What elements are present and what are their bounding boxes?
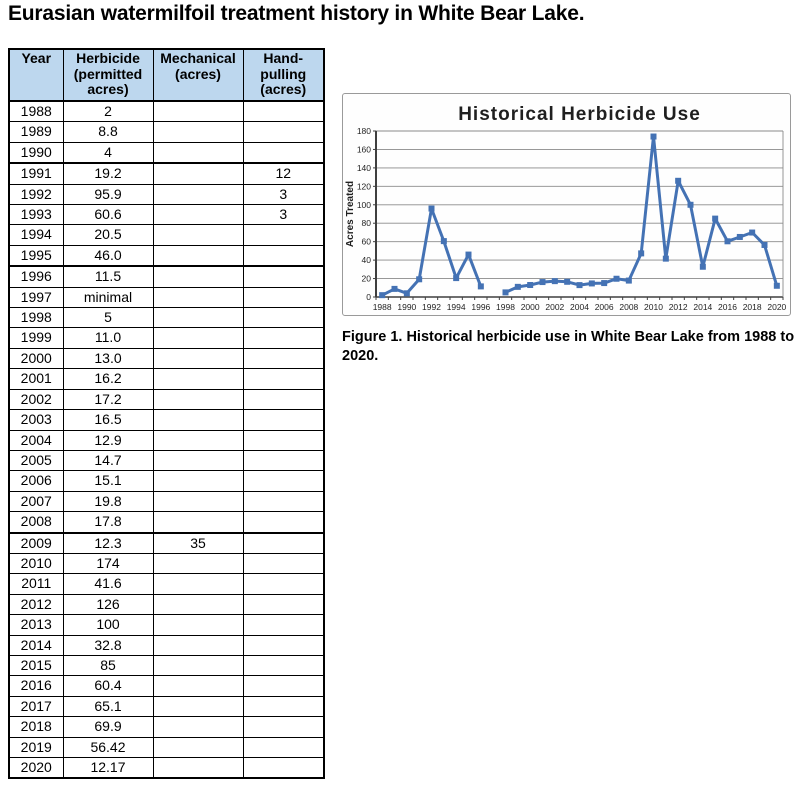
mechanical-cell <box>153 205 243 225</box>
year-cell: 2013 <box>9 615 63 635</box>
year-cell: 2011 <box>9 574 63 594</box>
x-tick-label: 1990 <box>397 302 417 312</box>
hand-pulling-cell <box>243 533 324 554</box>
chart-title: Historical Herbicide Use <box>458 104 701 125</box>
mechanical-cell <box>153 163 243 184</box>
mechanical-cell <box>153 491 243 511</box>
herbicide-cell: 12.9 <box>63 430 153 450</box>
data-marker <box>651 134 657 140</box>
hand-pulling-cell <box>243 142 324 163</box>
data-marker <box>466 252 472 258</box>
year-cell: 2002 <box>9 389 63 409</box>
x-tick-label: 1994 <box>446 302 466 312</box>
mechanical-cell <box>153 758 243 779</box>
herbicide-chart-figure <box>342 93 791 316</box>
table-row <box>9 122 324 142</box>
table-row <box>9 142 324 163</box>
x-tick-label: 2002 <box>545 302 565 312</box>
mechanical-cell <box>153 225 243 245</box>
year-cell: 2000 <box>9 348 63 368</box>
hand-pulling-cell <box>243 491 324 511</box>
year-cell: 1993 <box>9 205 63 225</box>
herbicide-cell: 19.2 <box>63 163 153 184</box>
hand-pulling-cell <box>243 758 324 779</box>
hand-pulling-cell <box>243 101 324 122</box>
data-marker <box>429 206 435 212</box>
x-tick-label: 2010 <box>644 302 663 312</box>
herbicide-cell: 60.6 <box>63 205 153 225</box>
table-row <box>9 266 324 287</box>
treatment-table <box>8 48 325 779</box>
mechanical-cell <box>153 717 243 737</box>
data-marker <box>749 230 755 236</box>
y-tick-label: 140 <box>356 162 371 173</box>
table-row <box>9 737 324 757</box>
y-tick-label: 100 <box>356 199 371 210</box>
mechanical-cell <box>153 348 243 368</box>
year-cell: 1989 <box>9 122 63 142</box>
table-row <box>9 696 324 716</box>
hand-pulling-cell <box>243 574 324 594</box>
x-tick-label: 2020 <box>767 302 787 312</box>
hand-pulling-cell <box>243 594 324 614</box>
hand-pulling-cell <box>243 308 324 328</box>
table-row <box>9 676 324 696</box>
mechanical-cell <box>153 142 243 163</box>
hand-pulling-cell <box>243 225 324 245</box>
herbicide-cell: 46.0 <box>63 245 153 266</box>
data-marker <box>737 234 743 240</box>
table-row <box>9 491 324 511</box>
hand-pulling-cell <box>243 696 324 716</box>
hand-pulling-cell: 12 <box>243 163 324 184</box>
herbicide-cell: 16.2 <box>63 369 153 389</box>
table-row <box>9 717 324 737</box>
mechanical-cell <box>153 328 243 348</box>
herbicide-cell: 85 <box>63 655 153 675</box>
year-cell: 2008 <box>9 512 63 533</box>
mechanical-cell <box>153 389 243 409</box>
mechanical-cell <box>153 430 243 450</box>
mechanical-cell: 35 <box>153 533 243 554</box>
mechanical-cell <box>153 655 243 675</box>
y-tick-label: 80 <box>361 218 371 229</box>
x-tick-label: 2012 <box>668 302 688 312</box>
mechanical-cell <box>153 574 243 594</box>
hand-pulling-cell <box>243 615 324 635</box>
data-marker <box>663 256 669 262</box>
year-cell: 1998 <box>9 308 63 328</box>
x-tick-label: 1988 <box>372 302 392 312</box>
x-tick-label: 2008 <box>619 302 639 312</box>
data-marker <box>392 286 398 292</box>
data-marker <box>503 289 509 295</box>
hand-pulling-cell <box>243 245 324 266</box>
year-cell: 1991 <box>9 163 63 184</box>
hand-pulling-cell <box>243 369 324 389</box>
data-marker <box>675 178 681 184</box>
table-row <box>9 533 324 554</box>
data-marker <box>478 283 484 289</box>
mechanical-cell <box>153 450 243 470</box>
herbicide-cell: 12.17 <box>63 758 153 779</box>
mechanical-cell <box>153 512 243 533</box>
year-cell: 2003 <box>9 410 63 430</box>
hand-pulling-cell <box>243 512 324 533</box>
herbicide-cell: 19.8 <box>63 491 153 511</box>
data-marker <box>712 216 718 222</box>
data-marker <box>552 278 558 284</box>
y-axis-title: Acres Treated <box>345 180 356 248</box>
mechanical-cell <box>153 676 243 696</box>
table-row <box>9 184 324 204</box>
y-tick-label: 160 <box>356 144 371 155</box>
hand-pulling-cell <box>243 348 324 368</box>
mechanical-cell <box>153 410 243 430</box>
mechanical-cell <box>153 245 243 266</box>
table-body <box>9 101 324 778</box>
x-tick-label: 2004 <box>570 302 589 312</box>
herbicide-line-chart <box>343 94 790 315</box>
mechanical-cell <box>153 594 243 614</box>
data-marker <box>515 284 521 290</box>
x-tick-label: 1992 <box>422 302 441 312</box>
table-row <box>9 328 324 348</box>
table-header <box>9 49 324 101</box>
x-tick-label: 2014 <box>693 302 713 312</box>
hand-pulling-cell <box>243 328 324 348</box>
year-cell: 2004 <box>9 430 63 450</box>
mechanical-cell <box>153 266 243 287</box>
data-marker <box>416 276 422 282</box>
data-marker <box>589 280 595 286</box>
table-row <box>9 163 324 184</box>
column-header: Mechanical (acres) <box>153 49 243 101</box>
data-marker <box>688 202 694 208</box>
herbicide-cell: 14.7 <box>63 450 153 470</box>
year-cell: 1995 <box>9 245 63 266</box>
mechanical-cell <box>153 122 243 142</box>
table-row <box>9 410 324 430</box>
hand-pulling-cell <box>243 430 324 450</box>
data-marker <box>626 278 632 284</box>
year-cell: 2020 <box>9 758 63 779</box>
year-cell: 1988 <box>9 101 63 122</box>
table-row <box>9 635 324 655</box>
hand-pulling-cell <box>243 122 324 142</box>
year-cell: 2006 <box>9 471 63 491</box>
table-row <box>9 574 324 594</box>
herbicide-cell: 11.0 <box>63 328 153 348</box>
herbicide-cell: 17.8 <box>63 512 153 533</box>
year-cell: 1990 <box>9 142 63 163</box>
year-cell: 1996 <box>9 266 63 287</box>
hand-pulling-cell: 3 <box>243 184 324 204</box>
table-row <box>9 308 324 328</box>
hand-pulling-cell <box>243 655 324 675</box>
y-tick-label: 20 <box>361 273 371 284</box>
data-marker <box>614 276 620 282</box>
year-cell: 2019 <box>9 737 63 757</box>
year-cell: 2005 <box>9 450 63 470</box>
mechanical-cell <box>153 101 243 122</box>
x-tick-label: 2016 <box>718 302 737 312</box>
table-row <box>9 615 324 635</box>
table-row <box>9 389 324 409</box>
hand-pulling-cell: 3 <box>243 205 324 225</box>
y-tick-label: 0 <box>366 292 371 302</box>
data-marker <box>700 264 706 270</box>
herbicide-cell: 32.8 <box>63 635 153 655</box>
data-line <box>506 137 777 293</box>
herbicide-cell: 15.1 <box>63 471 153 491</box>
data-marker <box>774 283 780 289</box>
herbicide-cell: 174 <box>63 553 153 573</box>
x-tick-label: 2006 <box>594 302 614 312</box>
y-tick-label: 120 <box>356 181 371 192</box>
mechanical-cell <box>153 471 243 491</box>
data-marker <box>453 275 459 281</box>
mechanical-cell <box>153 737 243 757</box>
column-header: Year <box>9 49 63 101</box>
hand-pulling-cell <box>243 471 324 491</box>
data-marker <box>379 292 385 298</box>
table-row <box>9 101 324 122</box>
data-marker <box>441 238 447 244</box>
data-marker <box>527 282 533 288</box>
y-tick-label: 40 <box>361 255 371 266</box>
herbicide-cell: 11.5 <box>63 266 153 287</box>
table-row <box>9 450 324 470</box>
year-cell: 2016 <box>9 676 63 696</box>
x-tick-label: 2018 <box>742 302 762 312</box>
hand-pulling-cell <box>243 266 324 287</box>
herbicide-cell: 69.9 <box>63 717 153 737</box>
herbicide-cell: 2 <box>63 101 153 122</box>
mechanical-cell <box>153 369 243 389</box>
herbicide-cell: 65.1 <box>63 696 153 716</box>
hand-pulling-cell <box>243 737 324 757</box>
herbicide-cell: 16.5 <box>63 410 153 430</box>
mechanical-cell <box>153 615 243 635</box>
year-cell: 2001 <box>9 369 63 389</box>
y-tick-label: 60 <box>361 236 371 247</box>
herbicide-cell: 20.5 <box>63 225 153 245</box>
table-row <box>9 287 324 307</box>
data-marker <box>577 282 583 288</box>
herbicide-cell: 100 <box>63 615 153 635</box>
header-row <box>9 49 324 101</box>
mechanical-cell <box>153 308 243 328</box>
data-marker <box>762 242 768 248</box>
herbicide-cell: 95.9 <box>63 184 153 204</box>
year-cell: 2017 <box>9 696 63 716</box>
table-row <box>9 594 324 614</box>
year-cell: 1994 <box>9 225 63 245</box>
year-cell: 2014 <box>9 635 63 655</box>
table-row <box>9 225 324 245</box>
column-header: Hand-pulling (acres) <box>243 49 324 101</box>
year-cell: 1997 <box>9 287 63 307</box>
year-cell: 2007 <box>9 491 63 511</box>
figure-caption: Figure 1. Historical herbicide use in White Bear Lake from 1988 to 2020. <box>342 329 795 364</box>
x-tick-label: 1996 <box>471 302 491 312</box>
data-marker <box>404 290 410 296</box>
herbicide-cell: 12.3 <box>63 533 153 554</box>
table-row <box>9 512 324 533</box>
table-row <box>9 655 324 675</box>
data-marker <box>725 238 731 244</box>
table-row <box>9 471 324 491</box>
table-row <box>9 348 324 368</box>
hand-pulling-cell <box>243 717 324 737</box>
data-marker <box>540 279 546 285</box>
year-cell: 2018 <box>9 717 63 737</box>
year-cell: 1992 <box>9 184 63 204</box>
hand-pulling-cell <box>243 287 324 307</box>
herbicide-cell: 126 <box>63 594 153 614</box>
herbicide-cell: 41.6 <box>63 574 153 594</box>
data-marker <box>638 250 644 256</box>
hand-pulling-cell <box>243 635 324 655</box>
table-row <box>9 430 324 450</box>
year-cell: 2010 <box>9 553 63 573</box>
x-tick-label: 2000 <box>520 302 540 312</box>
mechanical-cell <box>153 635 243 655</box>
hand-pulling-cell <box>243 553 324 573</box>
herbicide-cell: 17.2 <box>63 389 153 409</box>
hand-pulling-cell <box>243 389 324 409</box>
year-cell: 1999 <box>9 328 63 348</box>
mechanical-cell <box>153 184 243 204</box>
table-row <box>9 245 324 266</box>
x-tick-label: 1998 <box>496 302 515 312</box>
mechanical-cell <box>153 287 243 307</box>
page-title: Eurasian watermilfoil treatment history in White Bear Lake. <box>8 2 585 25</box>
hand-pulling-cell <box>243 676 324 696</box>
herbicide-cell: minimal <box>63 287 153 307</box>
mechanical-cell <box>153 553 243 573</box>
y-tick-label: 180 <box>356 126 371 136</box>
herbicide-cell: 4 <box>63 142 153 163</box>
hand-pulling-cell <box>243 410 324 430</box>
year-cell: 2015 <box>9 655 63 675</box>
data-marker <box>601 280 607 286</box>
data-marker <box>564 279 570 285</box>
mechanical-cell <box>153 696 243 716</box>
table-row <box>9 553 324 573</box>
herbicide-cell: 60.4 <box>63 676 153 696</box>
column-header: Herbicide (permitted acres) <box>63 49 153 101</box>
table-row <box>9 205 324 225</box>
year-cell: 2009 <box>9 533 63 554</box>
year-cell: 2012 <box>9 594 63 614</box>
table-row <box>9 758 324 779</box>
herbicide-cell: 5 <box>63 308 153 328</box>
herbicide-cell: 13.0 <box>63 348 153 368</box>
hand-pulling-cell <box>243 450 324 470</box>
herbicide-cell: 56.42 <box>63 737 153 757</box>
herbicide-cell: 8.8 <box>63 122 153 142</box>
table-row <box>9 369 324 389</box>
